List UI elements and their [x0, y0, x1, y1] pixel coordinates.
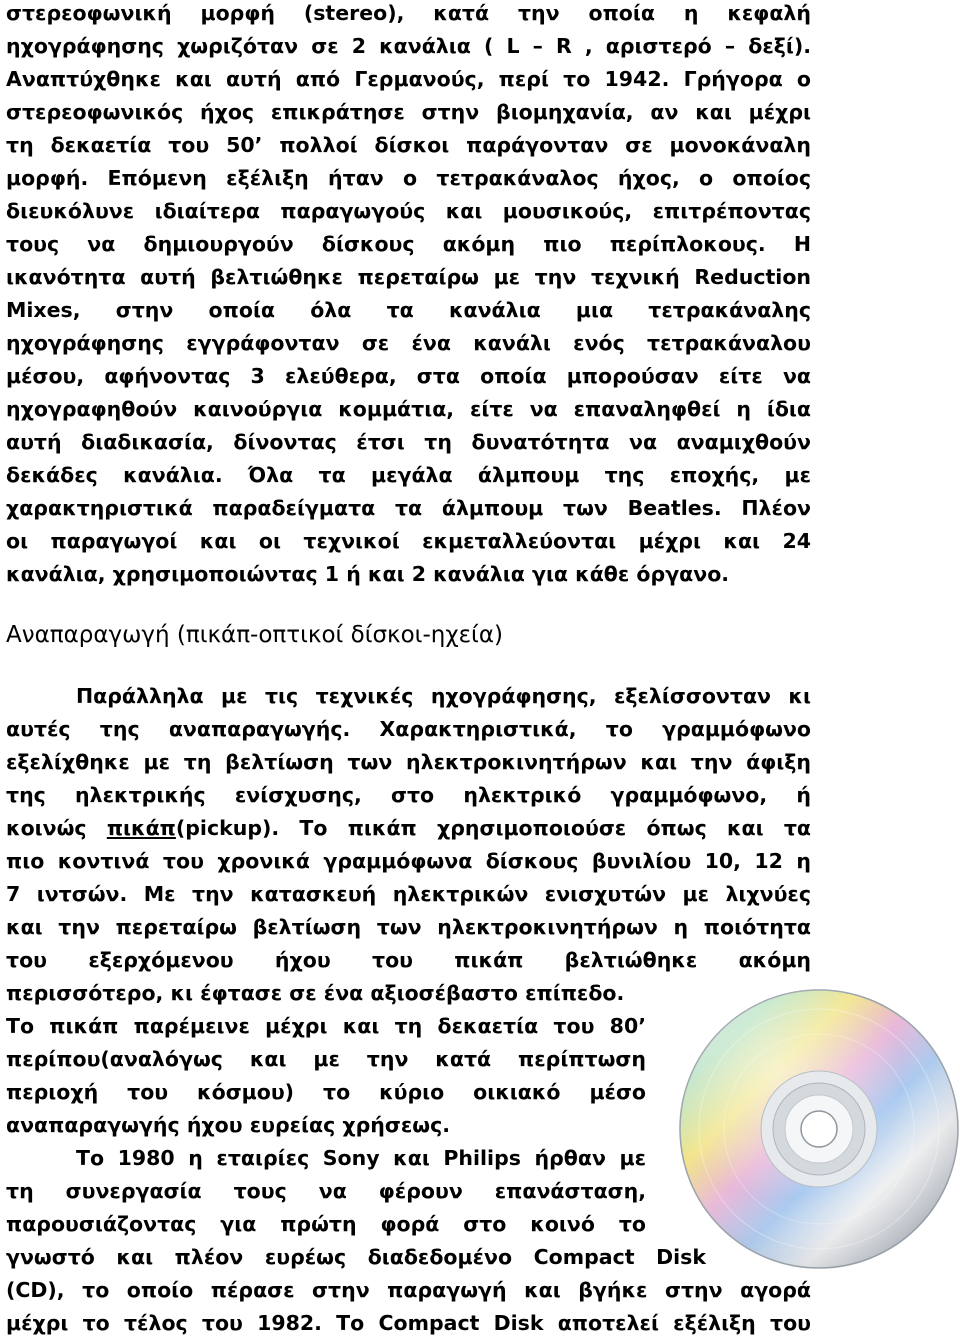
text-line: οι παραγωγοί και οι τεχνικοί εκμεταλλεύονται μέχρι και 24 — [6, 529, 811, 553]
text-line: 7 ιντσών. Με την κατασκευή ηλεκτρικών ενισχυτών με λιχνύες — [6, 882, 811, 906]
text-line — [6, 812, 811, 845]
text-line: περίπου(αναλόγως και με την κατά περίπτωση — [6, 1047, 646, 1071]
text-line: ικανότητα αυτή βελτιώθηκε περεταίρω με την τεχνική Reduction — [6, 265, 811, 289]
text-line: ηχογραφηθούν καινούργια κομμάτια, είτε να επαναληφθεί η ίδια — [6, 397, 811, 421]
text-line: ηχογράφησης εγγράφονταν σε ένα κανάλι ενός τετρακάναλου — [6, 331, 811, 355]
text-line: παρουσιάζοντας για πρώτη φορά στο κοινό το — [6, 1212, 646, 1236]
text-line: ηχογράφησης χωριζόταν σε 2 κανάλια ( L – R , αριστερό – δεξί). — [6, 34, 811, 58]
text-line: Mixes, στην οποία όλα τα κανάλια μια τετρακάναλης — [6, 298, 811, 322]
text-line: αναπαραγωγής ήχου ευρείας χρήσεως. — [6, 1113, 451, 1137]
text-line: Αναπτύχθηκε και αυτή από Γερμανούς, περί το 1942. Γρήγορα ο — [6, 67, 811, 91]
text-line: πιο κοντινά του χρονικά γραμμόφωνα δίσκους βυνιλίου 10, 12 η — [6, 849, 811, 873]
text-fragment: κοινώς — [6, 816, 107, 840]
text-line: του εξερχόμενου ήχου του πικάπ βελτιώθηκε ακόμη — [6, 948, 811, 972]
text-line: χαρακτηριστικά παραδείγματα τα άλμπουμ των Beatles. Πλέον — [6, 496, 811, 520]
text-line: και την περεταίρω βελτίωση των ηλεκτροκινητήρων η ποιότητα — [6, 915, 811, 939]
text-line: τους να δημιουργούν δίσκους ακόμη πιο περίπλοκους. Η — [6, 232, 811, 256]
text-line: τη δεκαετία του 50’ πολλοί δίσκοι παράγονταν σε μονοκάναλη — [6, 133, 811, 157]
text-line: μέσου, αφήνοντας 3 ελεύθερα, στα οποία μπορούσαν είτε να — [6, 364, 811, 388]
text-line: γνωστό και πλέον ευρέως διαδεδομένο Compact Disk — [6, 1245, 706, 1269]
pickup-link[interactable]: πικάπ — [106, 816, 176, 840]
text-line: Παράλληλα με τις τεχνικές ηχογράφησης, εξελίσσονταν κι — [76, 684, 811, 708]
text-line: (CD), το οποίο πέρασε στην παραγωγή και βγήκε στην αγορά — [6, 1278, 811, 1302]
text-line: διευκόλυνε ιδιαίτερα παραγωγούς και μουσικούς, επιτρέποντας — [6, 199, 811, 223]
text-line: κανάλια, χρησιμοποιώντας 1 ή και 2 κανάλια για κάθε όργανο. — [6, 562, 730, 586]
text-fragment: (pickup). Το πικάπ χρησιμοποιούσε όπως και τα — [175, 816, 811, 840]
text-line: δεκάδες κανάλια. Όλα τα μεγάλα άλμπουμ της εποχής, με — [6, 463, 811, 487]
text-line: στερεοφωνικός ήχος επικράτησε στην βιομηχανία, αν και μέχρι — [6, 100, 811, 124]
text-line: στερεοφωνική μορφή (stereo), κατά την οποία η κεφαλή — [6, 1, 811, 25]
text-line: της ηλεκτρικής ενίσχυσης, στο ηλεκτρικό γραμμόφωνο, ή — [6, 783, 811, 807]
text-line: αυτές της αναπαραγωγής. Χαρακτηριστικά, το γραμμόφωνο — [6, 717, 811, 741]
text-line: τη συνεργασία τους να φέρουν επανάσταση, — [6, 1179, 646, 1203]
text-line: εξελίχθηκε με τη βελτίωση των ηλεκτροκινητήρων και την άφιξη — [6, 750, 811, 774]
text-line: Το 1980 η εταιρίες Sony και Philips ήρθαν με — [76, 1146, 646, 1170]
text-line: Το πικάπ παρέμεινε μέχρι και τη δεκαετία του 80’ — [6, 1014, 646, 1038]
text-line: περισσότερο, κι έφτασε σε ένα αξιοσέβαστο επίπεδο. — [6, 981, 625, 1005]
compact-disc-icon — [678, 988, 960, 1270]
text-line: αυτή διαδικασία, δίνοντας έτσι τη δυνατότητα να αναμιχθούν — [6, 430, 811, 454]
text-line: μορφή. Επόμενη εξέλιξη ήταν ο τετρακάναλος ήχος, ο οποίος — [6, 166, 811, 190]
section-heading: Αναπαραγωγή (πικάπ-οπτικοί δίσκοι-ηχεία) — [6, 622, 503, 648]
text-line: περιοχή του κόσμου) το κύριο οικιακό μέσο — [6, 1080, 646, 1104]
text-line: μέχρι το τέλος του 1982. Το Compact Disk αποτελεί εξέλιξη του — [6, 1311, 811, 1335]
